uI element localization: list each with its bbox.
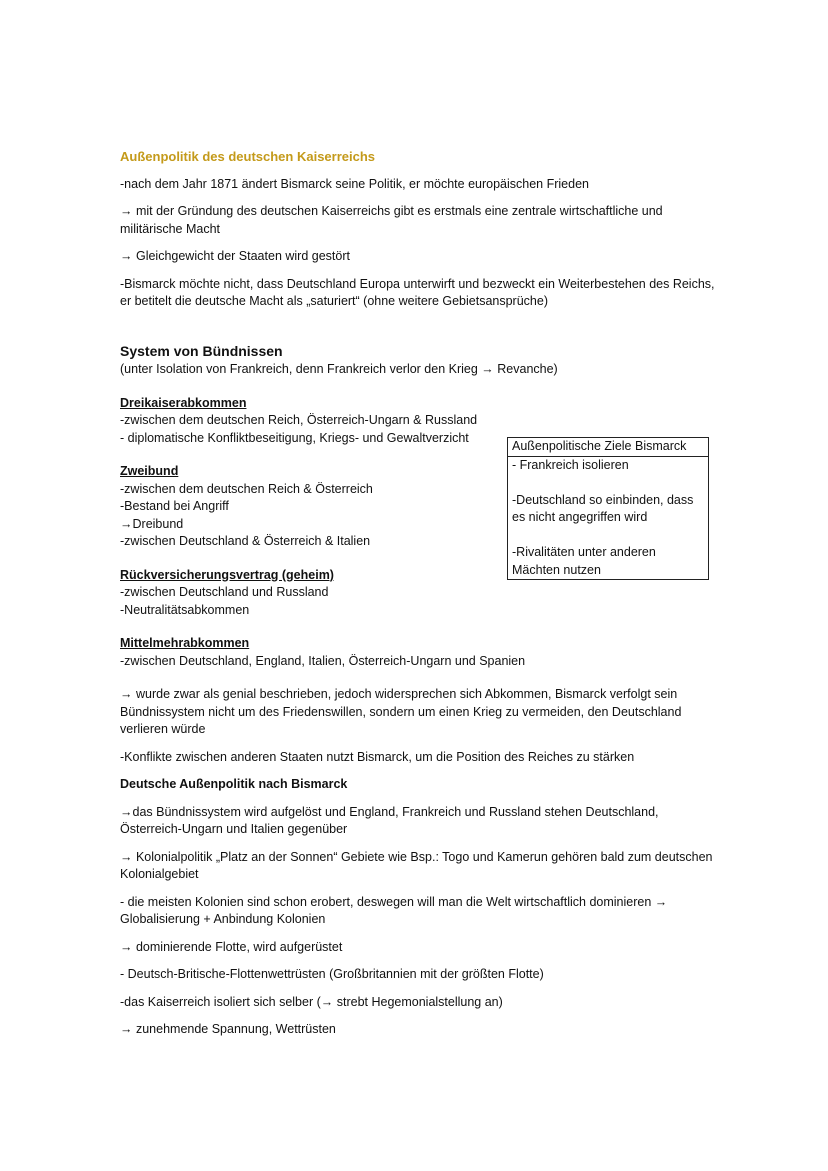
after-paragraph-1: → wurde zwar als genial beschrieben, jedoch widersprechen sich Abkommen, Bismarck verfolgt sein Bündnissystem nicht um des Friedenswillen, sondern um einen Krieg zu vermeiden, den Deutschland verlieren würde (120, 687, 682, 736)
nach-paragraph-6: -das Kaiserreich isoliert sich selber (→ strebt Hegemonialstellung an) (120, 994, 503, 1009)
zweibund-line-2: -Bestand bei Angriff (120, 499, 229, 513)
nach-paragraph-3: - die meisten Kolonien sind schon erobert, deswegen will man die Welt wirtschaftlich dominieren → Globalisierung + Anbindung Kolonien (120, 894, 668, 926)
nach-paragraph-7: → zunehmende Spannung, Wettrüsten (120, 1022, 336, 1036)
rueck-heading: Rückversicherungsvertrag (geheim) (120, 567, 334, 582)
zweibund-line-4: -zwischen Deutschland & Österreich & Italien (120, 534, 371, 548)
nach-paragraph-2: → Kolonialpolitik „Platz an der Sonnen“ Gebiete wie Bsp.: Togo und Kamerun gehören bald zum deutschen Kolonialgebiet (120, 849, 713, 881)
dreikaiser-line-2: - diplomatische Konfliktbeseitigung, Kriegs- und Gewaltverzicht (120, 430, 469, 445)
intro-paragraph-3: → Gleichgewicht der Staaten wird gestört (120, 249, 350, 263)
intro-paragraph-1: -nach dem Jahr 1871 ändert Bismarck seine Politik, er möchte europäischen Frieden (120, 176, 589, 191)
rueck-line-2: -Neutralitätsabkommen (120, 602, 250, 617)
nach-paragraph-5: - Deutsch-Britische-Flottenwettrüsten (Großbritannien mit der größten Flotte) (120, 967, 544, 981)
document-title: Außenpolitik des deutschen Kaiserreichs (120, 149, 376, 164)
goals-item-1: - Frankreich isolieren (512, 457, 629, 472)
after-paragraph-2: -Konflikte zwischen anderen Staaten nutzt Bismarck, um die Position des Reiches zu stärken (120, 749, 635, 764)
zweibund-line-3: →Dreibund (120, 516, 184, 531)
mittel-line-1: -zwischen Deutschland, England, Italien, Österreich-Ungarn und Spanien (120, 653, 526, 668)
goals-box-title: Außenpolitische Ziele Bismarck (508, 438, 708, 457)
system-heading: System von Bündnissen (120, 342, 283, 359)
zweibund-line-1: -zwischen dem deutschen Reich & Österreich (120, 481, 373, 496)
nach-paragraph-1: →das Bündnissystem wird aufgelöst und England, Frankreich und Russland stehen Deutschland, Österreich-Ungarn und Italien gegenüber (120, 804, 659, 836)
goals-box (507, 437, 709, 580)
system-subheading: (unter Isolation von Frankreich, denn Frankreich verlor den Krieg → Revanche) (120, 362, 558, 376)
nach-heading: Deutsche Außenpolitik nach Bismarck (120, 777, 348, 791)
goals-item-2: -Deutschland so einbinden, dass es nicht angegriffen wird (512, 492, 694, 524)
intro-paragraph-2: → mit der Gründung des deutschen Kaiserreichs gibt es erstmals eine zentrale wirtschaftliche und militärische Macht (120, 204, 663, 236)
goals-item-3: -Rivalitäten unter anderen Mächten nutzen (512, 545, 656, 577)
mittel-section (120, 635, 720, 670)
zweibund-heading: Zweibund (120, 464, 179, 478)
mittel-heading: Mittelmehrabkommen (120, 636, 250, 650)
dreikaiser-heading: Dreikaiserabkommen (120, 395, 247, 410)
rueck-line-1: -zwischen Deutschland und Russland (120, 585, 329, 599)
goals-spacer (512, 474, 704, 492)
nach-paragraph-4: → dominierende Flotte, wird aufgerüstet (120, 939, 343, 954)
goals-spacer (512, 527, 704, 545)
dreikaiser-line-1: -zwischen dem deutschen Reich, Österreich-Ungarn & Russland (120, 413, 478, 427)
document-body (120, 148, 720, 1049)
intro-paragraph-4: -Bismarck möchte nicht, dass Deutschland Europa unterwirft und bezweckt ein Weiterbestehen des Reichs, er betitelt die deutsche Macht als „saturiert“ (ohne weitere Gebietsansprüche) (120, 276, 715, 308)
goals-box-body (508, 457, 708, 580)
